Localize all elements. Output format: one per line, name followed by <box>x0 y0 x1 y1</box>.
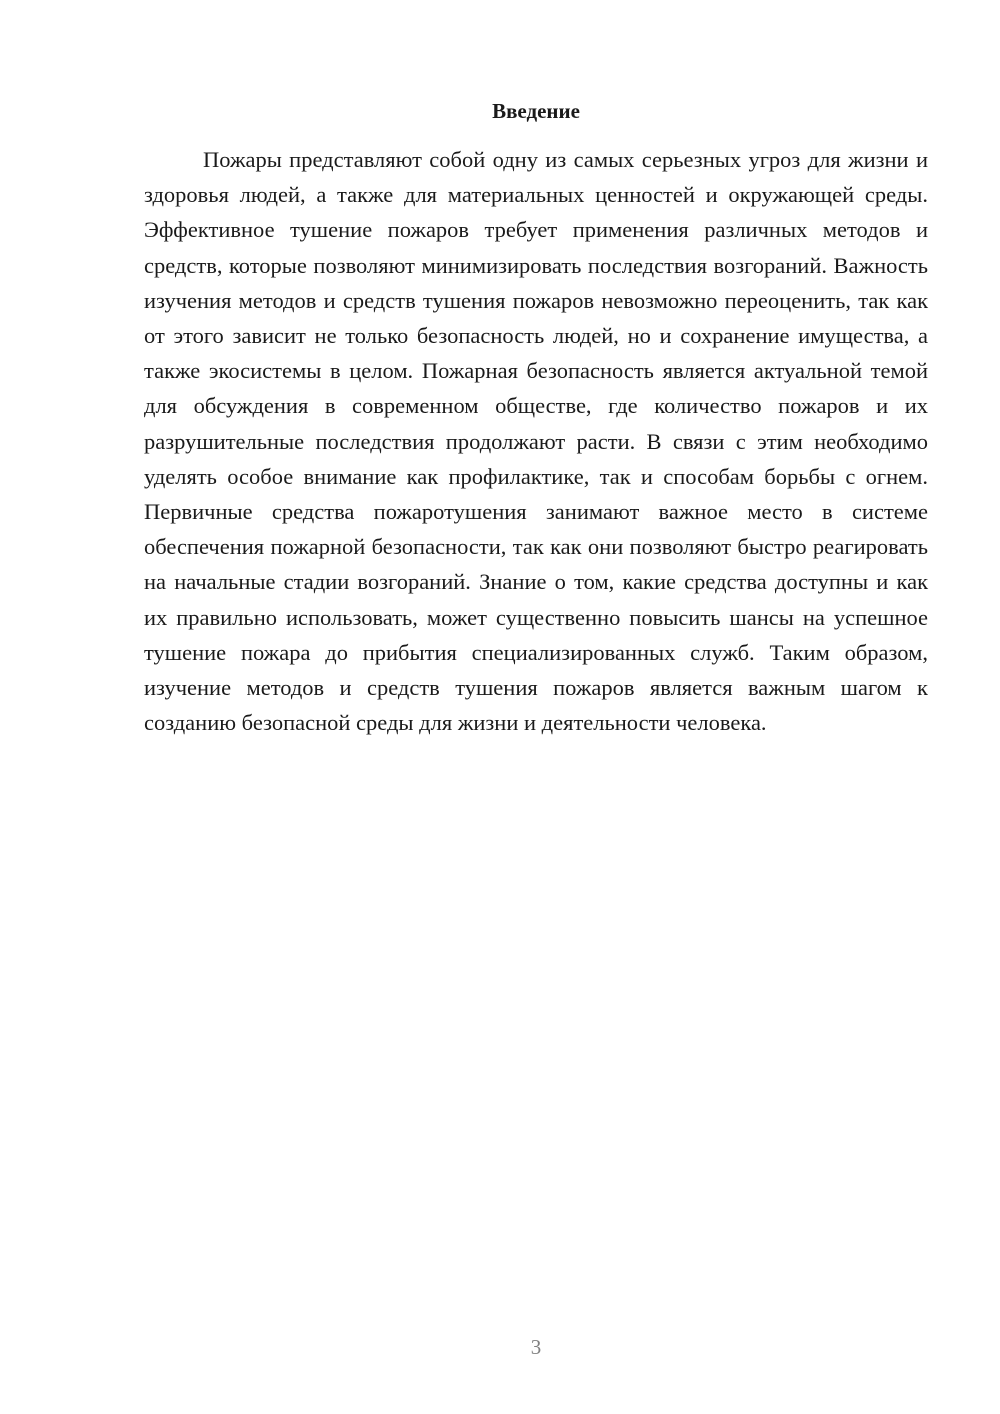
page-number: 3 <box>530 1335 542 1359</box>
section-heading: Введение <box>492 99 580 123</box>
introduction-paragraph: Пожары представляют собой одну из самых серьезных угроз для жизни и здоровья людей, а также для материальных ценностей и окружающей среды. Эффективное тушение пожаров требует применения различных методов и средств, которые позволяют минимизировать последствия возгораний. Важность изучения методов и средств тушения пожаров невозможно переоценить, так как от этого зависит не только безопасность людей, но и сохранение имущества, а также экосистемы в целом. Пожарная безопасность является актуальной темой для обсуждения в современном обществе, где количество пожаров и их разрушительные последствия продолжают расти. В связи с этим необходимо уделять особое внимание как профилактике, так и способам борьбы с огнем. Первичные средства пожаротушения занимают важное место в системе обеспечения пожарной безопасности, так как они позволяют быстро реагировать на начальные стадии возгораний. Знание о том, какие средства доступны и как их правильно использовать, может существенно повысить шансы на успешное тушение пожара до прибытия специализированных служб. Таким образом, изучение методов и средств тушения пожаров является важным шагом к созданию безопасной среды для жизни и деятельности человека. <box>144 147 928 736</box>
